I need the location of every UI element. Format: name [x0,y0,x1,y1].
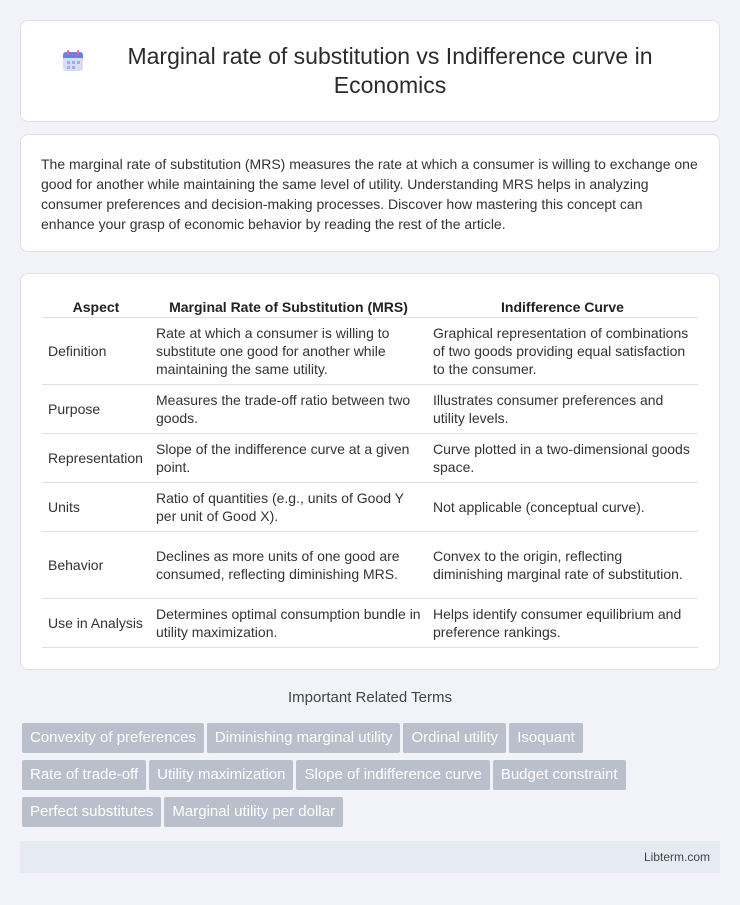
related-term-tag[interactable]: Budget constraint [493,760,626,790]
calendar-icon [60,48,86,74]
row-aspect: Units [42,483,150,532]
row-indifference: Helps identify consumer equilibrium and preference rankings. [427,599,698,648]
header-card [20,20,720,122]
related-terms-title: Important Related Terms [288,689,452,706]
related-term-tag[interactable]: Convexity of preferences [22,723,204,753]
table-row [42,532,698,599]
row-aspect: Purpose [42,385,150,434]
table-row [42,483,698,532]
related-term-tag[interactable]: Perfect substitutes [22,797,161,827]
table-row [42,599,698,648]
row-indifference: Graphical representation of combinations of two goods providing equal satisfaction to the consumer. [427,318,698,385]
related-term-tag[interactable]: Diminishing marginal utility [207,723,401,753]
related-terms-list [22,723,702,834]
related-term-tag[interactable]: Slope of indifference curve [296,760,489,790]
row-aspect: Use in Analysis [42,599,150,648]
related-term-tag[interactable]: Isoquant [509,723,583,753]
related-term-tag[interactable]: Rate of trade-off [22,760,146,790]
table-row [42,318,698,385]
row-aspect: Definition [42,318,150,385]
row-indifference: Illustrates consumer preferences and utility levels. [427,385,698,434]
related-term-tag[interactable]: Marginal utility per dollar [164,797,343,827]
intro-text: The marginal rate of substitution (MRS) measures the rate at which a consumer is willing to exchange one good for another while maintaining the same level of utility. Understanding MRS helps in analyzing consumer preferences and decision-making processes. Discover how mastering this concept can enhance your grasp of economic behavior by reading the rest of the article. [41,156,698,232]
row-mrs: Slope of the indifference curve at a given point. [150,434,427,483]
row-indifference: Not applicable (conceptual curve). [427,483,698,532]
row-aspect: Behavior [42,532,150,599]
row-indifference: Curve plotted in a two-dimensional goods space. [427,434,698,483]
table-row [42,385,698,434]
related-term-tag[interactable]: Ordinal utility [403,723,506,753]
header-indifference-curve: Indifference Curve [427,296,698,318]
header-mrs: Marginal Rate of Substitution (MRS) [150,296,427,318]
comparison-table [42,296,698,648]
table-header-row [42,296,698,318]
row-mrs: Declines as more units of one good are consumed, reflecting diminishing MRS. [150,532,427,599]
row-indifference: Convex to the origin, reflecting diminishing marginal rate of substitution. [427,532,698,599]
header-aspect: Aspect [42,296,150,318]
footer [20,841,720,873]
intro-card [20,134,720,252]
row-mrs: Ratio of quantities (e.g., units of Good Y per unit of Good X). [150,483,427,532]
row-mrs: Measures the trade-off ratio between two goods. [150,385,427,434]
related-term-tag[interactable]: Utility maximization [149,760,293,790]
table-row [42,434,698,483]
row-aspect: Representation [42,434,150,483]
comparison-card [20,273,720,670]
row-mrs: Rate at which a consumer is willing to substitute one good for another while maintaining the same utility. [150,318,427,385]
page-title: Marginal rate of substitution vs Indifference curve in Economics [127,43,653,98]
row-mrs: Determines optimal consumption bundle in utility maximization. [150,599,427,648]
footer-site-link[interactable]: Libterm.com [643,850,710,864]
